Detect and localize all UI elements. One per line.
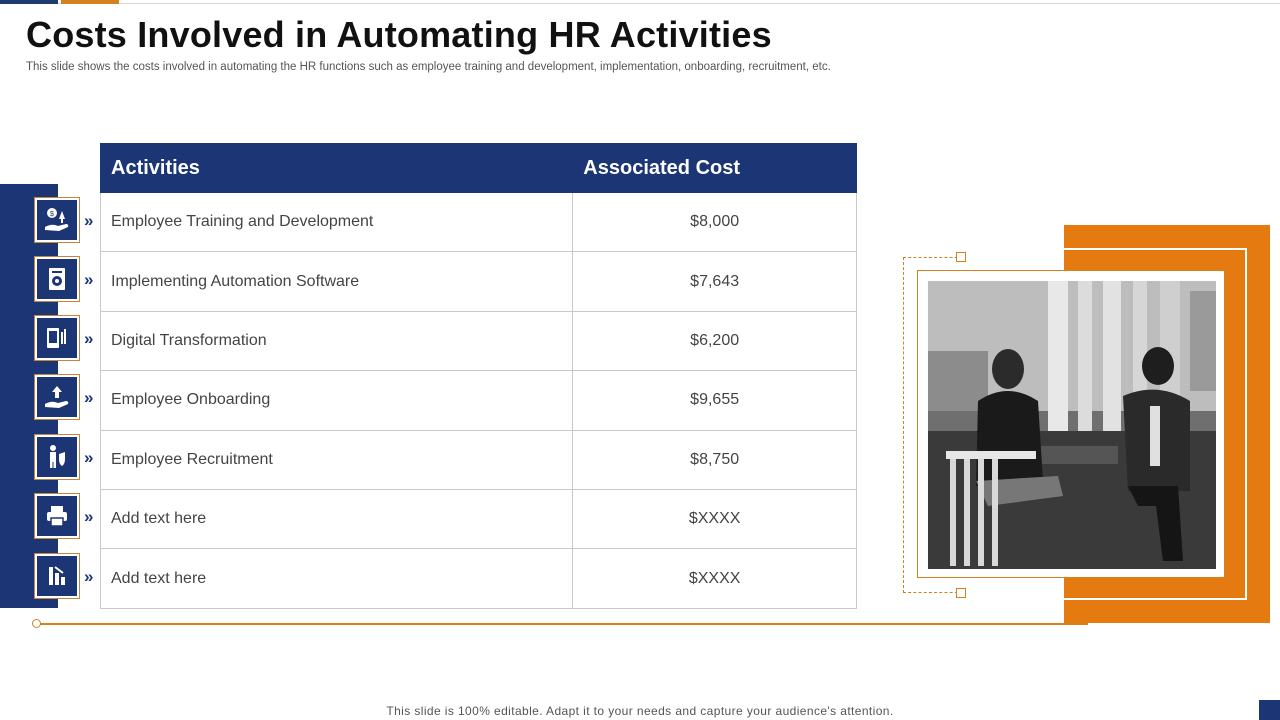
chevron-right-icon: » <box>84 567 94 586</box>
cost-cell: $XXXX <box>573 549 857 608</box>
chevron-right-icon: » <box>84 270 94 289</box>
column-header-activities: Activities <box>101 144 573 193</box>
table-row <box>101 193 857 252</box>
table-row <box>101 430 857 489</box>
activity-cell: Employee Training and Development <box>101 193 573 252</box>
hand-upload-icon <box>35 375 79 419</box>
table-row <box>101 252 857 311</box>
activity-cell: Add text here <box>101 549 573 608</box>
digital-device-icon <box>35 316 79 360</box>
top-divider <box>0 3 1280 4</box>
activity-cell: Digital Transformation <box>101 311 573 370</box>
costs-table <box>100 143 857 609</box>
table-row <box>101 549 857 608</box>
table-row <box>101 489 857 548</box>
meeting-photo <box>928 281 1216 569</box>
accent-line-dot <box>32 619 41 628</box>
chevron-right-icon: » <box>84 507 94 526</box>
chevron-right-icon: » <box>84 211 94 230</box>
cost-cell: $9,655 <box>573 371 857 430</box>
column-header-cost: Associated Cost <box>573 144 857 193</box>
top-accent-orange <box>61 0 119 4</box>
activity-cell: Employee Recruitment <box>101 430 573 489</box>
photo-card <box>917 270 1225 578</box>
decor-square-top <box>956 252 966 262</box>
svg-text:$: $ <box>50 211 54 218</box>
bar-chart-icon <box>35 554 79 598</box>
person-shield-icon <box>35 435 79 479</box>
printer-icon <box>35 494 79 538</box>
money-growth-hand-icon <box>35 198 79 242</box>
gear-document-icon <box>35 257 79 301</box>
table-row <box>101 371 857 430</box>
table-header-row <box>101 144 857 193</box>
footer-note: This slide is 100% editable. Adapt it to your needs and capture your audience's attention. <box>386 704 894 718</box>
chevron-right-icon: » <box>84 448 94 467</box>
cost-cell: $7,643 <box>573 252 857 311</box>
bottom-accent-line <box>36 623 1088 625</box>
page-subtitle: This slide shows the costs involved in automating the HR functions such as employee training and development, implementation, onboarding, recruitment, etc. <box>26 61 831 73</box>
activity-cell: Implementing Automation Software <box>101 252 573 311</box>
top-accent-blue <box>0 0 58 4</box>
table-row <box>101 311 857 370</box>
cost-cell: $8,000 <box>573 193 857 252</box>
chevron-right-icon: » <box>84 329 94 348</box>
page-title: Costs Involved in Automating HR Activities <box>26 14 772 55</box>
cost-cell: $6,200 <box>573 311 857 370</box>
corner-accent <box>1259 700 1280 720</box>
activity-cell: Add text here <box>101 489 573 548</box>
chevron-right-icon: » <box>84 388 94 407</box>
decor-square-bottom <box>956 588 966 598</box>
cost-cell: $XXXX <box>573 489 857 548</box>
cost-cell: $8,750 <box>573 430 857 489</box>
activity-cell: Employee Onboarding <box>101 371 573 430</box>
